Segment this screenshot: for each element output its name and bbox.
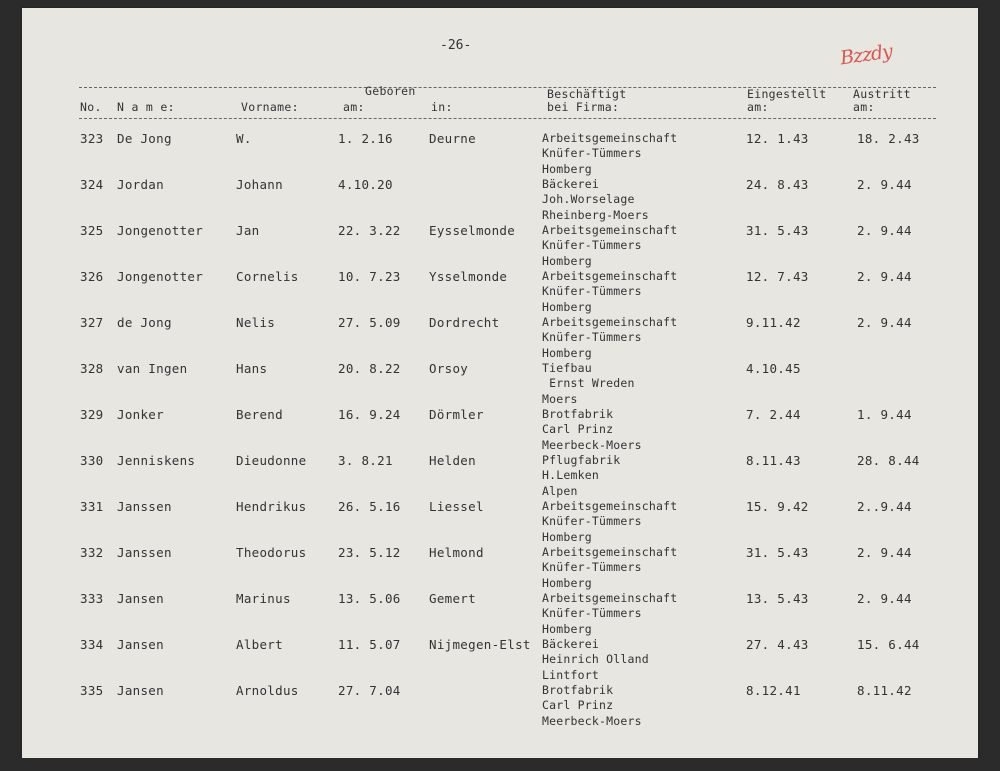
row-geboren-am: 26. 5.16 [338,499,401,514]
row-geboren-am: 27. 5.09 [338,315,401,330]
table-row [22,591,978,637]
row-austritt: 15. 6.44 [857,637,920,652]
table-row [22,361,978,407]
row-austritt: 28. 8.44 [857,453,920,468]
header-beschaeftigt: Beschäftigt bei Firma: [547,87,627,114]
row-name: Jongenotter [117,269,204,284]
table-row [22,223,978,269]
header-geboren-in: in: [431,100,453,114]
row-geboren-in: Dordrecht [429,315,500,330]
row-name: van Ingen [117,361,188,376]
row-vorname: Theodorus [236,545,307,560]
row-vorname: Marinus [236,591,291,606]
header-geboren-am: am: [343,100,365,114]
row-firma: Bäckerei Joh.Worselage Rheinberg-Moers [542,177,649,222]
row-vorname: W. [236,131,252,146]
row-number: 329 [80,407,104,422]
header-vorname: Vorname: [241,100,299,114]
row-austritt: 2. 9.44 [857,269,912,284]
row-geboren-in: Nijmegen-Elst [429,637,531,652]
table-row [22,683,978,729]
row-name: Jansen [117,637,164,652]
row-austritt: 2. 9.44 [857,545,912,560]
row-number: 330 [80,453,104,468]
row-firma: Arbeitsgemeinschaft Knüfer-Tümmers Homberg [542,269,678,314]
row-geboren-am: 4.10.20 [338,177,393,192]
header-bottom-rule [79,118,936,119]
document-page [22,8,978,758]
row-geboren-in: Liessel [429,499,484,514]
row-eingestellt: 9.11.42 [746,315,801,330]
table-row [22,545,978,591]
row-geboren-am: 27. 7.04 [338,683,401,698]
row-geboren-in: Ysselmonde [429,269,508,284]
row-vorname: Hans [236,361,268,376]
row-firma: Arbeitsgemeinschaft Knüfer-Tümmers Homberg [542,545,678,590]
row-name: Jonker [117,407,164,422]
row-geboren-in: Helmond [429,545,484,560]
row-firma: Tiefbau Ernst Wreden Moers [542,361,635,406]
row-vorname: Jan [236,223,260,238]
row-vorname: Albert [236,637,283,652]
row-vorname: Cornelis [236,269,299,284]
row-geboren-in: Eysselmonde [429,223,516,238]
row-number: 331 [80,499,104,514]
row-firma: Pflugfabrik H.Lemken Alpen [542,453,621,498]
row-eingestellt: 12. 7.43 [746,269,809,284]
row-number: 326 [80,269,104,284]
row-eingestellt: 15. 9.42 [746,499,809,514]
header-geboren: Geboren [365,84,416,98]
table-row [22,131,978,177]
table-row [22,315,978,361]
row-number: 324 [80,177,104,192]
row-name: Jongenotter [117,223,204,238]
row-eingestellt: 7. 2.44 [746,407,801,422]
row-name: Jansen [117,683,164,698]
row-vorname: Johann [236,177,283,192]
row-geboren-am: 23. 5.12 [338,545,401,560]
row-geboren-am: 10. 7.23 [338,269,401,284]
header-eingestellt: Eingestellt am: [747,87,827,114]
row-geboren-am: 13. 5.06 [338,591,401,606]
row-firma: Brotfabrik Carl Prinz Meerbeck-Moers [542,407,642,452]
row-eingestellt: 12. 1.43 [746,131,809,146]
row-geboren-am: 3. 8.21 [338,453,393,468]
row-geboren-in: Helden [429,453,476,468]
row-austritt: 1. 9.44 [857,407,912,422]
row-eingestellt: 24. 8.43 [746,177,809,192]
row-geboren-in: Orsoy [429,361,469,376]
row-number: 335 [80,683,104,698]
row-name: De Jong [117,131,172,146]
row-geboren-am: 22. 3.22 [338,223,401,238]
row-eingestellt: 31. 5.43 [746,545,809,560]
header-no: No. [80,100,102,114]
page-number: -26- [440,38,472,53]
row-firma: Arbeitsgemeinschaft Knüfer-Tümmers Homberg [542,223,678,268]
row-eingestellt: 27. 4.43 [746,637,809,652]
row-name: Jordan [117,177,164,192]
row-number: 323 [80,131,104,146]
row-eingestellt: 8.11.43 [746,453,801,468]
header-name: N a m e: [117,100,175,114]
row-number: 328 [80,361,104,376]
row-name: Jenniskens [117,453,196,468]
row-number: 325 [80,223,104,238]
row-number: 327 [80,315,104,330]
row-firma: Arbeitsgemeinschaft Knüfer-Tümmers Homberg [542,131,678,176]
row-firma: Bäckerei Heinrich Olland Lintfort [542,637,649,682]
row-firma: Arbeitsgemeinschaft Knüfer-Tümmers Homberg [542,591,678,636]
header-austritt: Austritt am: [853,87,911,114]
row-geboren-am: 16. 9.24 [338,407,401,422]
row-geboren-in: Gemert [429,591,476,606]
table-row [22,637,978,683]
row-firma: Brotfabrik Carl Prinz Meerbeck-Moers [542,683,642,728]
table-row [22,269,978,315]
row-number: 332 [80,545,104,560]
row-geboren-am: 11. 5.07 [338,637,401,652]
row-geboren-am: 20. 8.22 [338,361,401,376]
row-name: de Jong [117,315,172,330]
row-geboren-in: Deurne [429,131,476,146]
row-number: 333 [80,591,104,606]
row-name: Janssen [117,499,172,514]
row-eingestellt: 4.10.45 [746,361,801,376]
row-eingestellt: 13. 5.43 [746,591,809,606]
pencil-annotation: Bzzdy [838,40,894,70]
row-name: Jansen [117,591,164,606]
table-row [22,499,978,545]
row-vorname: Arnoldus [236,683,299,698]
row-number: 334 [80,637,104,652]
row-eingestellt: 31. 5.43 [746,223,809,238]
row-austritt: 2. 9.44 [857,315,912,330]
table-row [22,177,978,223]
row-name: Janssen [117,545,172,560]
row-vorname: Hendrikus [236,499,307,514]
row-eingestellt: 8.12.41 [746,683,801,698]
row-geboren-am: 1. 2.16 [338,131,393,146]
row-vorname: Berend [236,407,283,422]
row-firma: Arbeitsgemeinschaft Knüfer-Tümmers Homberg [542,499,678,544]
table-row [22,407,978,453]
row-austritt: 8.11.42 [857,683,912,698]
row-austritt: 2..9.44 [857,499,912,514]
table-row [22,453,978,499]
row-geboren-in: Dörmler [429,407,484,422]
scan-border [0,758,1000,771]
row-austritt: 2. 9.44 [857,591,912,606]
row-austritt: 2. 9.44 [857,177,912,192]
row-austritt: 18. 2.43 [857,131,920,146]
row-vorname: Dieudonne [236,453,307,468]
row-firma: Arbeitsgemeinschaft Knüfer-Tümmers Homberg [542,315,678,360]
row-austritt: 2. 9.44 [857,223,912,238]
row-vorname: Nelis [236,315,276,330]
